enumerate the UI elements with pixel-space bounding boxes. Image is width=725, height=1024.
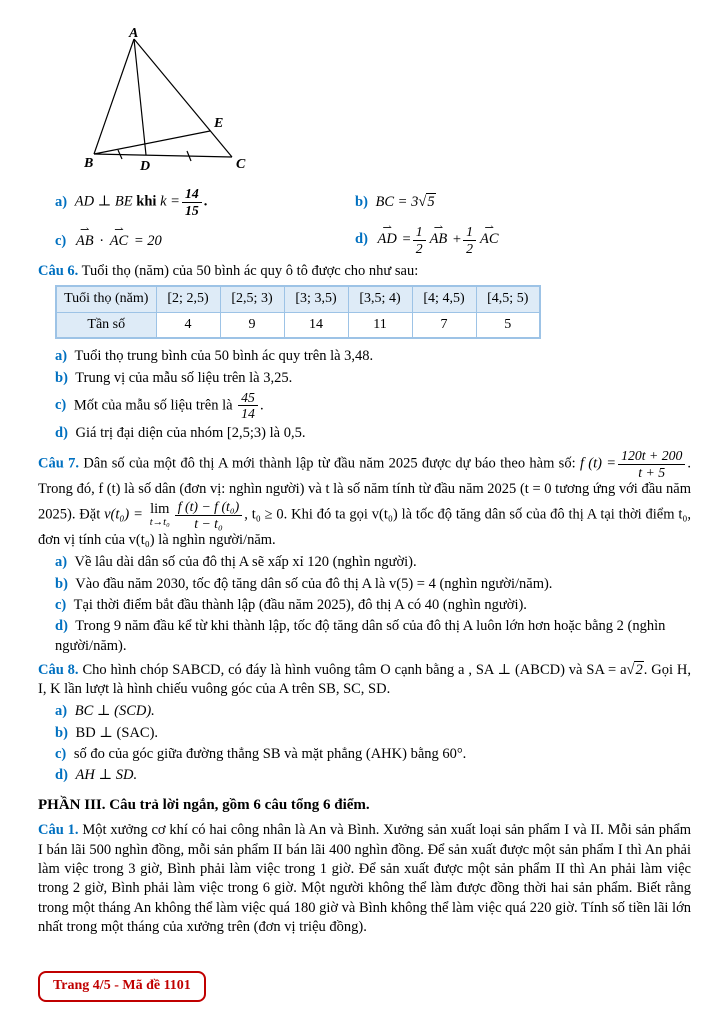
table-cell: 7 [412,312,476,338]
table-header-cell: [4,5; 5) [476,286,540,312]
q8-option-b [55,724,691,743]
option-a-keq: k = [160,193,180,210]
option-text: Tuổi thọ trung bình của 50 bình ác quy trên là 3,48. [74,348,374,365]
part3-heading: PHẦN III. Câu trả lời ngắn, gồm 6 câu tổng 6 điểm. [38,796,370,813]
option-label: a) [55,554,68,571]
q5-option-b [355,193,691,212]
option-label: d) [55,424,68,441]
q6-option-b [55,369,691,388]
option-text: số đo của góc giữa đường thẳng SB và mặt phẳng (AHK) bằng 60°. [73,745,467,762]
q7-option-c [55,596,691,615]
option-label: c) [55,596,67,613]
question1-text: Một xưởng cơ khí có hai công nhân là An và Bình. Xưởng sản xuất loại sản phẩm I và II. Mỗi sản phẩm I bán lãi 500 nghìn đồng, mỗi sản phẩm II bán lãi 400 nghìn đồng. Để sản xuất được một sản phẩm I thì An phải làm việc trong 3 giờ, Bình phải làm việc trong 1 giờ. Để sản xuất được một sản phẩm II thì An phải làm việc trong 2 giờ, Bình phải làm việc trong 6 giờ. Một người không thể làm được đồng thời hai sản phẩm. Biết rằng trong một tháng An không thể làm việc quá 180 giờ và Bình không thể làm việc quá 220 giờ. Tính số tiền lãi lớn nhất trong một tháng của xưởng trên (đơn vị triệu đồng). [38,822,692,935]
option-text: Vào đầu năm 2030, tốc độ tăng dân số của đô thị A là v(5) = 4 (nghìn người/năm). [75,575,553,592]
table-cell: 4 [156,312,220,338]
table-header-cell: [4; 4,5) [412,286,476,312]
question7 [38,448,691,550]
fraction-1-2-second: $\frac{1}{2}$ [463,224,476,256]
option-label: c) [55,745,67,762]
question7-mid: . Trong đó, f (t) là số dân (đơn vị: nghìn người) và t là số năm tính từ đầu năm 2025 (t = 0 tương ứng với đầu năm 2025). Đặt [38,455,691,523]
option-c-eq: = 20 [133,232,162,249]
q8-option-a [55,702,691,721]
option-text: Trung vị của mẫu số liệu trên là 3,25. [75,369,293,386]
option-label: b) [55,724,68,741]
line-AD [134,39,146,155]
q8-option-c [55,745,691,764]
table-header-cell: [2,5; 3) [220,286,284,312]
question8 [38,661,691,700]
dot-operator: · [99,232,105,249]
option-label: a) [55,703,68,720]
question8-part1: Cho hình chóp SABCD, có đáy là hình vuông tâm O cạnh bằng a , SA ⊥ (ABCD) và SA = a [82,661,627,678]
limit-fraction: $\frac{\text{f (t) − f (t₀)}}{\text{t − t₀}}$ [175,499,242,531]
vector-AB: AB ⇀ [76,229,94,251]
q5-option-c [55,229,355,251]
fraction-14-15: $\frac{14}{15}$ [182,186,202,218]
equals-sign: = [402,231,411,248]
option-text: Giá trị đại diện của nhóm [2,5;3) là 0,5. [75,424,306,441]
table-cell: 14 [284,312,348,338]
line-AC [134,39,232,157]
option-text: AH ⊥ SD. [75,767,138,784]
frequency-table [55,285,541,339]
plus-sign: + [452,231,462,248]
option-text: Tại thời điểm bắt đầu thành lập (đầu năm 2025), đô thị A có 40 (nghìn người). [73,596,527,613]
sqrt-5: √ 5 [418,193,435,210]
q7-option-a [55,553,691,572]
option-text: BC ⊥ (SCD). [74,703,155,720]
sqrt-2: √ 2 [627,661,644,678]
option-text: Mốt của mẫu số liệu trên là [73,397,233,414]
triangle-figure [84,26,259,176]
option-text: BD ⊥ (SAC). [75,724,159,741]
q7-option-d [55,617,691,656]
footer-text: Trang 4/5 - Mã đề 1101 [53,978,191,994]
question6-intro [38,262,691,281]
fraction-1-2-first: $\frac{1}{2}$ [413,224,426,256]
table-header-cell: [3,5; 4) [348,286,412,312]
option-b-statement: BC = 3 [375,193,419,210]
option-a-period: . [203,193,208,210]
option-c-label: c) [55,232,67,249]
table-cell: 11 [348,312,412,338]
q6-option-d [55,424,691,443]
option-b-label: b) [355,193,368,210]
option-a-khi: khi [136,193,157,210]
figure-block [84,26,691,182]
option-a-statement: AD ⊥ BE [74,193,133,210]
q5-option-d [355,224,691,256]
question6-text: Tuổi thọ (năm) của 50 bình ác quy ô tô được cho như sau: [81,262,419,279]
q7-function-lhs: f (t) = [579,455,617,472]
question5-options [55,186,691,256]
line-BE [94,131,210,154]
vertex-label-E: E [214,116,224,131]
question7-label: Câu 7. [38,455,79,472]
option-text: Về lâu dài dân số của đô thị A sẽ xấp xỉ 120 (nghìn người). [74,554,417,571]
option-label: c) [55,397,67,414]
line-BC [94,154,232,157]
vector-AC-2: AC ⇀ [480,227,499,249]
q8-option-d [55,766,691,785]
limit-operator: lim t→t₀ [149,501,170,528]
table-header-row [56,286,540,312]
vector-AD: AD ⇀ [378,227,397,249]
vertex-label-A: A [129,26,139,41]
q5-option-a [55,186,355,218]
table-data-row [56,312,540,338]
q7-velocity-lhs: v(t₀) = [104,506,143,523]
vector-AB-2: AB ⇀ [430,227,448,249]
option-a-label: a) [55,193,68,210]
table-cell: 9 [220,312,284,338]
q7-function-fraction: $\frac{120t + 200}{t + 5}$ [618,448,685,480]
q6-option-c [55,390,691,422]
option-label: d) [55,618,68,635]
q6-option-a [55,347,691,366]
option-period: . [259,397,264,414]
table-header-cell: Tuổi thọ (năm) [56,286,156,312]
fraction-45-14: $\frac{45}{14}$ [238,390,258,422]
option-label: b) [55,369,68,386]
q7-option-b [55,575,691,594]
page-footer [38,971,206,1002]
table-header-cell: [2; 2,5) [156,286,220,312]
question7-tail: , t₀ ≥ 0. Khi đó ta gọi v(t₀) là tốc độ tăng dân số của đô thị A tại thời điểm t₀, đơn vị tính của v(t₀) là nghìn người/năm. [38,506,692,549]
vertex-label-C: C [236,157,246,172]
line-AB [94,39,134,154]
question1 [38,821,691,937]
option-d-label: d) [355,231,368,248]
question7-intro: Dân số của một đô thị A mới thành lập từ đầu năm 2025 được dự báo theo hàm số: [83,455,576,472]
vector-AC: AC ⇀ [110,229,129,251]
table-cell: 5 [476,312,540,338]
question1-label: Câu 1. [38,822,79,839]
option-text: Trong 9 năm đầu kể từ khi thành lập, tốc độ tăng dân số của đô thị A luôn lớn hơn hoặc bằng 2 (nghìn người/năm). [55,618,666,654]
option-label: d) [55,767,68,784]
question6-label: Câu 6. [38,262,79,279]
table-header-cell: [3; 3,5) [284,286,348,312]
vertex-label-B: B [84,156,94,171]
question8-label: Câu 8. [38,661,79,678]
option-label: b) [55,575,68,592]
table-row-label: Tần số [56,312,156,338]
vertex-label-D: D [140,159,151,174]
option-label: a) [55,348,68,365]
question8-part2: . Gọi H, I, K lần lượt là hình chiếu vuông góc của A trên SB, SC, SD. [38,661,691,698]
